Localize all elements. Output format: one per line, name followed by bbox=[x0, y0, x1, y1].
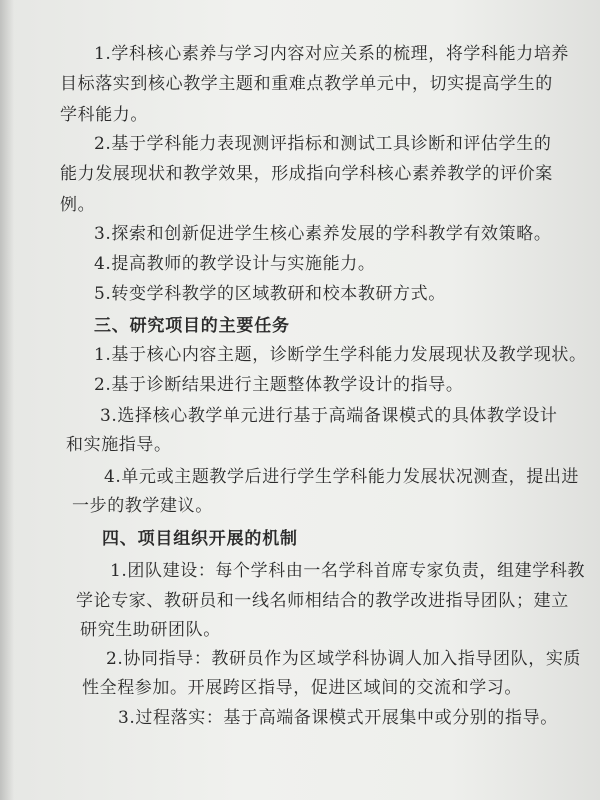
mechanism-2-line-2: 性全程参加。开展跨区指导，促进区域间的交流和学习。 bbox=[82, 678, 522, 698]
task-4-line-1: 4.单元或主题教学后进行学生学科能力发展状况测查，提出进 bbox=[104, 467, 580, 487]
goal-2-line-2: 能力发展现状和教学效果，形成指向学科核心素养教学的评价案 bbox=[60, 164, 553, 184]
task-4-line-2: 一步的教学建议。 bbox=[72, 496, 213, 516]
mechanism-1-line-3: 研究生助研团队。 bbox=[80, 620, 221, 640]
task-1-line-1: 1.基于核心内容主题，诊断学生学科能力发展现状及教学现状。 bbox=[94, 345, 587, 365]
mechanism-3-line-1: 3.过程落实：基于高端备课模式开展集中或分别的指导。 bbox=[118, 708, 558, 728]
mechanism-1-line-2: 学论专家、教研员和一线名师相结合的教学改进指导团队；建立 bbox=[76, 591, 569, 611]
tasks-heading: 三、研究项目的主要任务 bbox=[94, 316, 290, 336]
mechanism-2-line-1: 2.协同指导：教研员作为区域学科协调人加入指导团队，实质 bbox=[106, 649, 582, 669]
goal-1-line-3: 学科能力。 bbox=[60, 105, 148, 125]
task-3-line-2: 和实施指导。 bbox=[66, 435, 172, 455]
goal-1-line-2: 目标落实到核心教学主题和重难点教学单元中，切实提高学生的 bbox=[60, 74, 553, 94]
mechanism-1-line-1: 1.团队建设：每个学科由一名学科首席专家负责，组建学科教 bbox=[110, 561, 586, 581]
page-edge-shadow bbox=[0, 0, 14, 800]
mechanism-heading: 四、项目组织开展的机制 bbox=[102, 529, 298, 549]
goal-2-line-3: 例。 bbox=[60, 195, 96, 215]
goal-2-line-1: 2.基于学科能力表现测评指标和测试工具诊断和评估学生的 bbox=[94, 134, 552, 154]
goal-3-line-1: 3.探索和创新促进学生核心素养发展的学科教学有效策略。 bbox=[94, 224, 552, 244]
task-3-line-1: 3.选择核心教学单元进行基于高端备课模式的具体教学设计 bbox=[100, 406, 558, 426]
goal-4-line-1: 4.提高教师的教学设计与实施能力。 bbox=[94, 254, 376, 274]
task-2-line-1: 2.基于诊断结果进行主题整体教学设计的指导。 bbox=[94, 375, 464, 395]
goal-5-line-1: 5.转变学科教学的区域教研和校本教研方式。 bbox=[94, 284, 446, 304]
goal-1-line-1: 1.学科核心素养与学习内容对应关系的梳理，将学科能力培养 bbox=[94, 44, 570, 64]
